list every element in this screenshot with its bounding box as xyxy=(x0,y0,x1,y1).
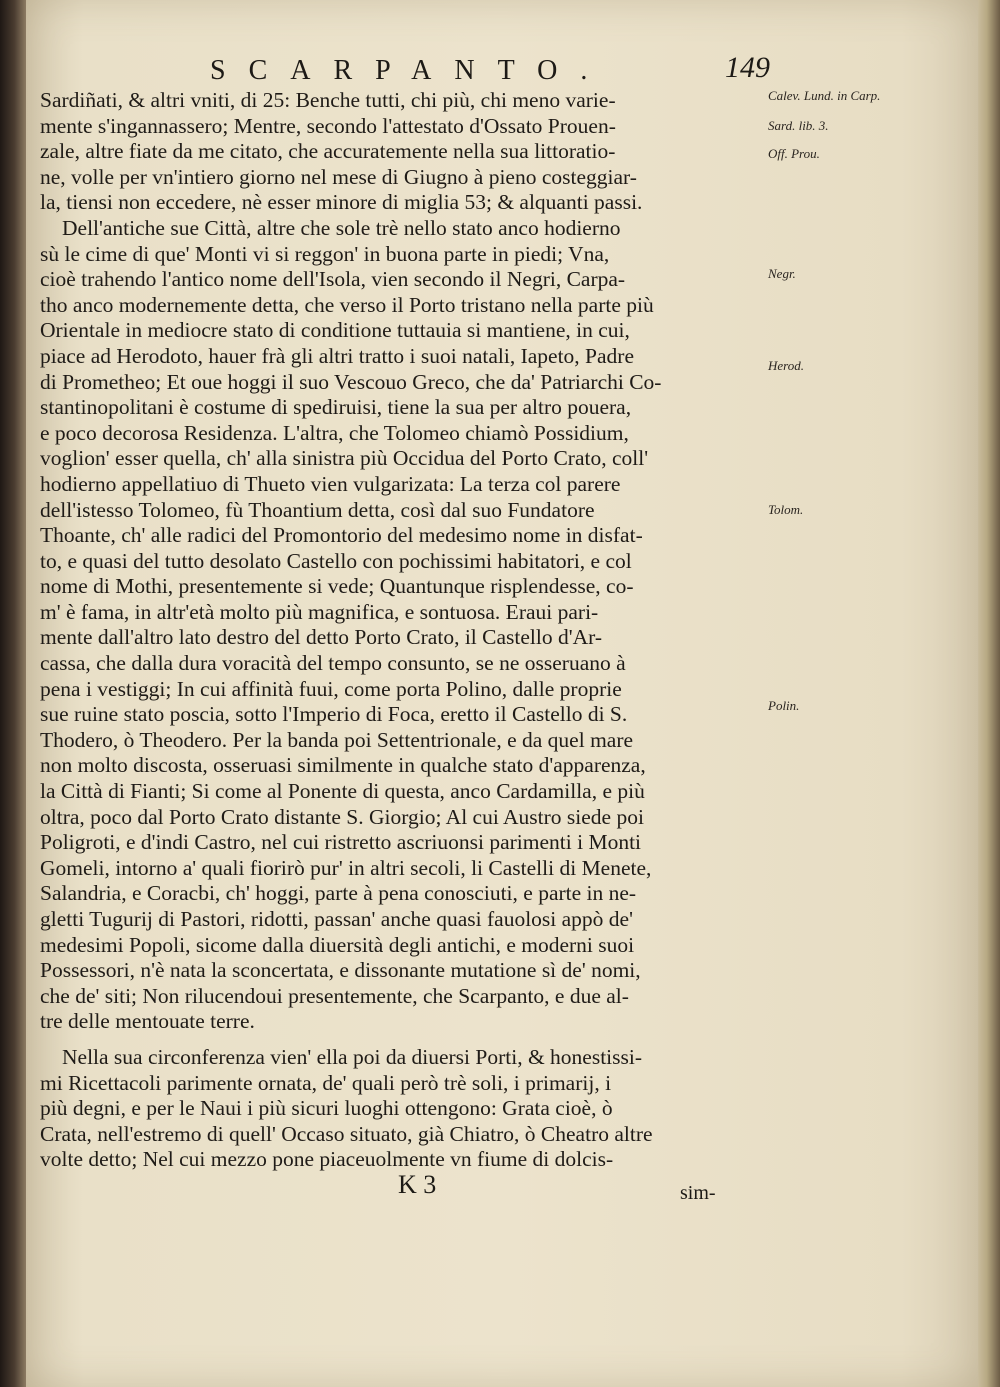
text-line: tho anco modernemente detta, che verso il Porto tristano nella parte più xyxy=(40,292,654,317)
body-text xyxy=(40,88,770,1173)
signature-mark: K 3 xyxy=(398,1170,437,1199)
text-line: Dell'antiche sue Città, altre che sole trè nello stato anco hodierno xyxy=(62,215,621,240)
catchword: sim- xyxy=(680,1182,716,1204)
text-line: tre delle mentouate terre. xyxy=(40,1009,255,1034)
margin-note: Tolom. xyxy=(768,502,804,517)
text-line: dell'istesso Tolomeo, fù Thoantium detta, così dal suo Fundatore xyxy=(40,497,595,522)
text-line: pena i vestiggi; In cui affinità fuui, come porta Polino, dalle proprie xyxy=(40,676,622,701)
text-line: Possessori, n'è nata la sconcertata, e dissonante mutatione sì de' nomi, xyxy=(40,958,641,983)
page-edge xyxy=(978,0,1000,1387)
text-line: volte detto; Nel cui mezzo pone piaceuolmente vn fiume di dolcis- xyxy=(40,1147,614,1172)
text-line: Poligroti, e d'indi Castro, nel cui ristretto ascriuonsi parimenti i Monti xyxy=(40,830,642,855)
text-line: Salandria, e Coracbi, ch' hoggi, parte à pena conosciuti, e parte in ne- xyxy=(40,881,637,906)
text-line: voglion' esser quella, ch' alla sinistra più Occidua del Porto Crato, coll' xyxy=(40,446,649,471)
text-line: to, e quasi del tutto desolato Castello con pochissimi habitatori, e col xyxy=(40,548,632,573)
text-line: sue ruine stato poscia, sotto l'Imperio di Foca, eretto il Castello di S. xyxy=(40,702,628,727)
margin-note: Sard. lib. 3. xyxy=(768,118,829,133)
margin-note: Herod. xyxy=(768,358,804,373)
text-line: la, tiensi non eccedere, nè esser minore di miglia 53; & alquanti passi. xyxy=(40,190,643,215)
paragraph-break xyxy=(40,1035,770,1045)
text-line: nome di Mothi, presentemente si vede; Quantunque risplendesse, co- xyxy=(40,574,634,599)
text-line: non molto discosta, osseruasi similmente in qualche stato d'apparenza, xyxy=(40,753,646,778)
text-line: Crata, nell'estremo di quell' Occaso situato, già Chiatro, ò Cheatro altre xyxy=(40,1121,653,1146)
book-gutter xyxy=(0,0,26,1387)
text-line: cioè trahendo l'antico nome dell'Isola, vien secondo il Negri, Carpa- xyxy=(40,267,626,292)
margin-note: Negr. xyxy=(768,266,796,281)
text-line: Orientale in mediocre stato di conditione tuttauia si mantiene, in cui, xyxy=(40,318,630,343)
text-line: Thodero, ò Theodero. Per la banda poi Settentrionale, e da quel mare xyxy=(40,727,634,752)
text-line: mente dall'altro lato destro del detto Porto Crato, il Castello d'Ar- xyxy=(40,625,603,650)
running-title: SCARPANTO. xyxy=(210,55,611,86)
text-line: più degni, e per le Naui i più sicuri luoghi ottengono: Grata cioè, ò xyxy=(40,1096,613,1121)
text-line: piace ad Herodoto, hauer frà gli altri tratto i suoi natali, Iapeto, Padre xyxy=(40,343,635,368)
text-line: gletti Tugurij di Pastori, ridotti, passan' anche quasi fauolosi appò de' xyxy=(40,907,633,931)
text-line: Thoante, ch' alle radici del Promontorio del medesimo nome in disfat- xyxy=(40,523,643,548)
text-line: mi Ricettacoli parimente ornata, de' quali però trè soli, i primarij, i xyxy=(40,1070,612,1095)
text-line: che de' siti; Non rilucendoui presentemente, che Scarpanto, e due al- xyxy=(40,983,629,1008)
text-line: hodierno appellatiuo di Thueto vien vulgarizata: La terza col parere xyxy=(40,471,621,496)
text-line: la Città di Fianti; Si come al Ponente di questa, anco Cardamilla, e più xyxy=(40,779,645,804)
text-line: Gomeli, intorno a' quali fiorirò pur' in altri secoli, li Castelli di Menete, xyxy=(40,855,652,880)
text-line: cassa, che dalla dura voracità del tempo consunto, se ne osseruano à xyxy=(40,651,626,676)
text-line: e poco decorosa Residenza. L'altra, che Tolomeo chiamò Possidium, xyxy=(40,420,629,445)
text-line: sù le cime di que' Monti vi si reggon' in buona parte in piedi; Vna, xyxy=(40,241,610,266)
text-line: medesimi Popoli, sicome dalla diuersità degli antichi, e moderni suoi xyxy=(40,932,635,957)
text-line: mente s'ingannassero; Mentre, secondo l'attestato d'Ossato Prouen- xyxy=(40,113,616,138)
margin-note: Calev. Lund. in Carp. xyxy=(768,88,881,103)
text-line: zale, altre fiate da me citato, che accuratemente nella sua littoratio- xyxy=(40,139,616,164)
text-line: di Prometheo; Et oue hoggi il suo Vescouo Greco, che da' Patriarchi Co- xyxy=(40,369,662,394)
text-line: Sardiñati, & altri vniti, di 25: Benche tutti, chi più, chi meno varie- xyxy=(40,88,616,112)
margin-note: Off. Prou. xyxy=(768,146,820,161)
text-line: Nella sua circonferenza vien' ella poi da diuersi Porti, & honestissi- xyxy=(62,1044,643,1069)
margin-note: Polin. xyxy=(768,698,800,713)
text-line: stantinopolitani è costume di spediruisi, tiene la sua per altro pouera, xyxy=(40,395,632,420)
text-line: m' è fama, in altr'età molto più magnifica, e sontuosa. Eraui pari- xyxy=(40,599,599,624)
text-line: oltra, poco dal Porto Crato distante S. Giorgio; Al cui Austro siede poi xyxy=(40,804,644,829)
text-line: ne, volle per vn'intiero giorno nel mese di Giugno à pieno costeggiar- xyxy=(40,164,637,189)
page-number: 149 xyxy=(725,51,770,84)
